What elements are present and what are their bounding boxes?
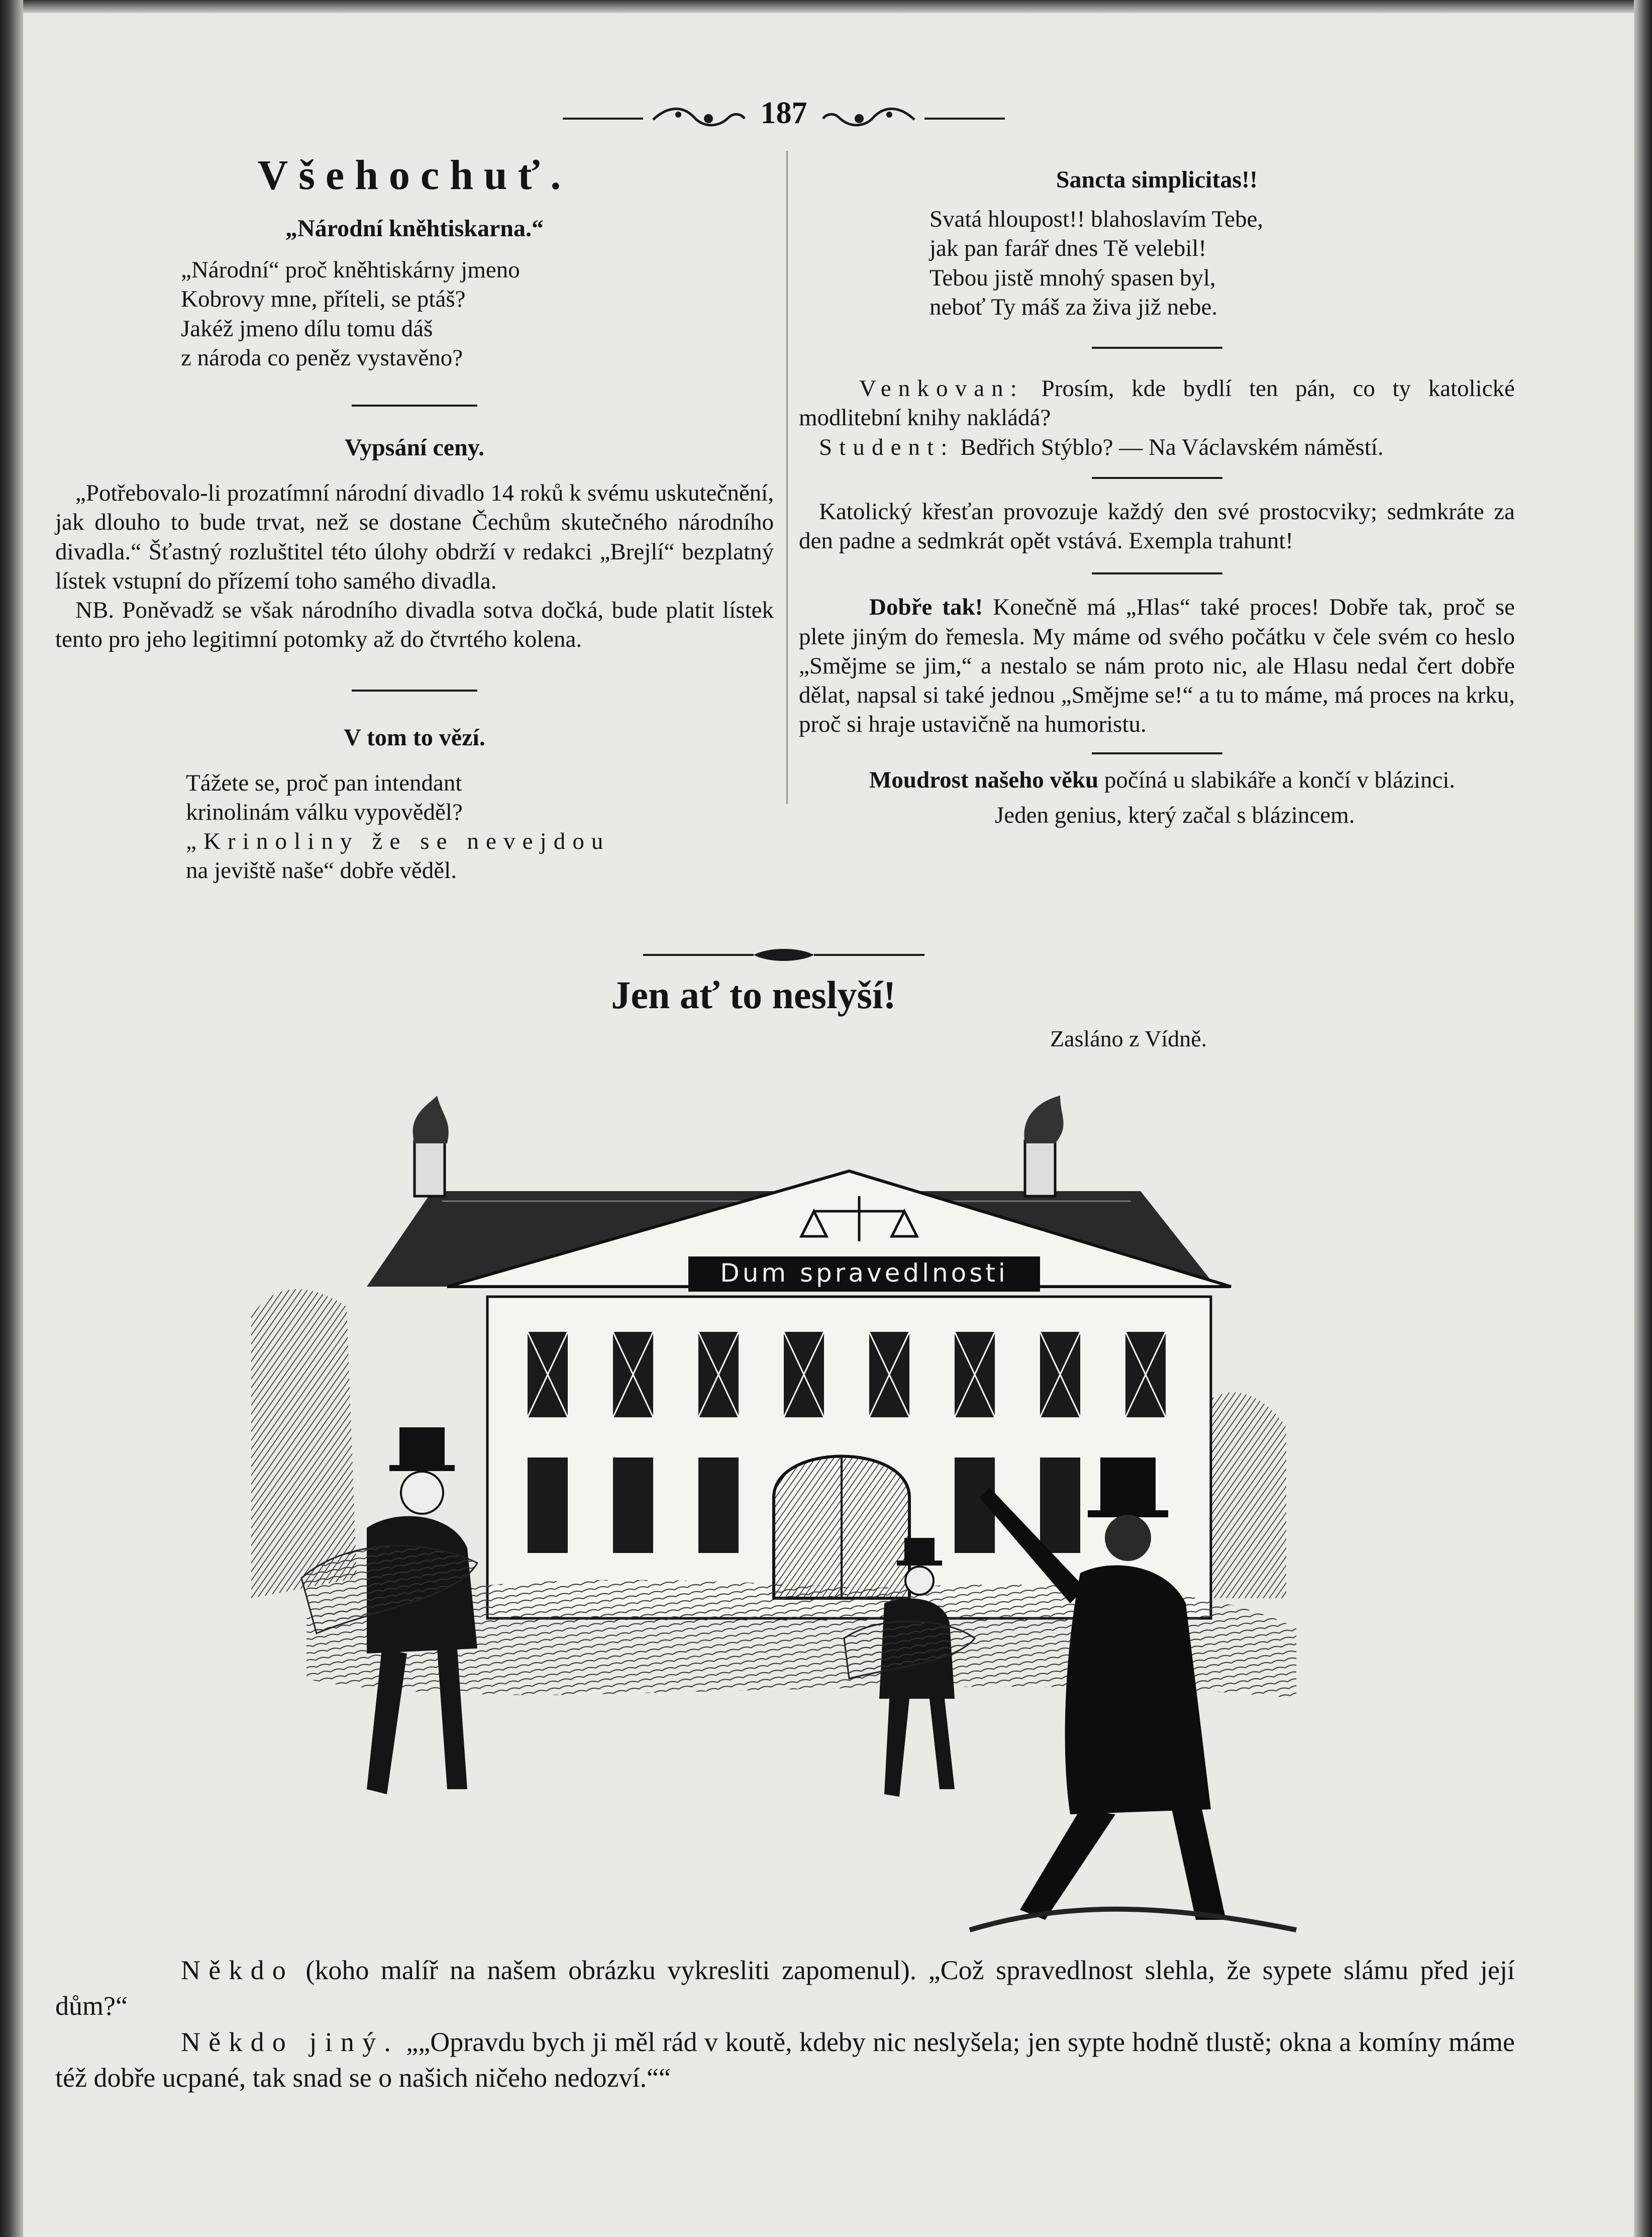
poem-line: krinolinám válku vypověděl? xyxy=(186,799,463,825)
poem-narodni xyxy=(181,255,774,372)
caption-text-1: (koho malíř na našem obrázku vykresliti zapomenul). „Což spravedlnost slehla, že sypete slámu před její dům?“ xyxy=(55,1955,1515,2021)
dialogue-text: Bedřich Stýblo? — Na Václavském náměstí. xyxy=(960,434,1384,460)
speaker-venkovan: Venkovan: xyxy=(859,375,1024,402)
poem-sancta xyxy=(930,205,1515,322)
paragraph-moudrost xyxy=(799,765,1515,795)
heading-narodni: „Národní kněhtiskarna.“ xyxy=(285,215,544,242)
scan-edge-left xyxy=(0,0,23,2237)
dobre-tak-text: Konečně má „Hlas“ také proces! Dobře tak, proč se plete jiným do řemesla. My máme od svého počátku v čele svém co heslo „Smějme se jim,“ a nestalo se nám proto nic, ale Hlasu nedal čert dobře dělat, napsal si také jednou „Smějme se!“ a tu to máme, má proces na krku, proč si hraje ustavičně na humoristu. xyxy=(799,594,1515,738)
paragraph-dobre-tak xyxy=(799,593,1515,739)
header-ornament-left xyxy=(648,103,749,133)
poem-line: Svatá hloupost!! blahoslavím Tebe, xyxy=(930,206,1264,232)
moudrost-text: počíná u slabikáře a končí v blázinci. xyxy=(1104,766,1456,793)
paragraph-nb: NB. Poněvadž se však národního divadla sotva dočká, bude platit lístek tento pro jeho legitimní potomky až do čtvrtého kolena. xyxy=(55,597,774,653)
poem-line: jak pan farář dnes Tě velebil! xyxy=(930,235,1207,262)
poem-line: z národa co peněz vystavěno? xyxy=(181,344,463,371)
dialogue-student xyxy=(799,433,1515,462)
lead-moudrost: Moudrost našeho věku xyxy=(869,766,1099,793)
left-column xyxy=(55,151,774,886)
poem-line: „Krinoliny že se nevejdou xyxy=(186,828,610,855)
dialogue-text: Prosím, kde bydlí ten pán, co ty katolické modlitební knihy nakládá? xyxy=(799,375,1515,431)
section-rule xyxy=(1092,347,1222,349)
section-rule xyxy=(1092,477,1222,479)
straw-in-chimney xyxy=(413,1096,449,1143)
header-rule-right xyxy=(924,118,1005,120)
signature: Jeden genius, který začal s blázincem. xyxy=(995,802,1355,828)
poem-v-tom xyxy=(186,768,774,886)
chimney-right xyxy=(1025,1141,1055,1196)
cartoon-illustration xyxy=(216,1096,1347,1940)
lead-dobre-tak: Dobře tak! xyxy=(869,594,983,621)
section-rule xyxy=(1092,752,1222,754)
section-title: Všehochuť. xyxy=(257,152,572,199)
straw-in-chimney xyxy=(1024,1096,1063,1143)
column-divider xyxy=(786,151,788,804)
speaker-student: Student: xyxy=(819,434,955,460)
caption-line-2 xyxy=(55,2024,1515,2096)
scan-edge-top xyxy=(0,0,1652,13)
section-rule xyxy=(352,690,477,692)
cartoon-caption xyxy=(55,1953,1515,2096)
section-rule xyxy=(352,405,477,407)
chimney-left xyxy=(415,1141,445,1196)
hedge-right xyxy=(1201,1392,1286,1598)
paragraph-katolicky: Katolický křesťan provozuje každý den své prostocviky; sedmkráte za den padne a sedmkrát opět vstává. Exempla trahunt! xyxy=(799,498,1515,554)
section-rule xyxy=(1092,572,1222,574)
cartoon-sender: Zasláno z Vídně. xyxy=(1050,1026,1207,1051)
right-column xyxy=(799,166,1515,830)
heading-vypsani: Vypsání ceny. xyxy=(344,434,485,461)
page-number: 187 xyxy=(760,96,807,130)
poem-line: Jakéž jmeno dílu tomu dáš xyxy=(181,315,433,342)
poem-line: Kobrovy mne, příteli, se ptáš? xyxy=(181,286,466,313)
scan-edge-right xyxy=(1634,0,1652,2237)
caption-speaker-1: Někdo xyxy=(181,1955,294,1985)
caption-text-2: „„Opravdu bych ji měl rád v koutě, kdeby nic neslyšela; jen sypte hodně tlustě; okna a komíny máme též dobře ucpané, tak snad se o našich ničeho nedozví.““ xyxy=(55,2026,1515,2093)
poem-line: neboť Ty máš za živa již nebe. xyxy=(930,294,1218,320)
hedge-left xyxy=(251,1289,357,1598)
cartoon-title: Jen ať to neslyší! xyxy=(611,973,896,1017)
caption-speaker-2: Někdo jiný. xyxy=(181,2026,399,2057)
paragraph-vypsani: „Potřebovalo-li prozatímní národní divadlo 14 roků k svému uskutečnění, jak dlouho to bude trvat, než se dostane Čechům skutečného národního divadla.“ Šťastný rozluštitel této úlohy obdrží v redakci „Brejlí“ bezplatný lístek vstupní do přízemí toho samého divadla. xyxy=(55,480,774,594)
dialogue-venkovan xyxy=(799,374,1515,433)
poem-line: na jeviště naše“ dobře věděl. xyxy=(186,857,457,884)
poem-line: „Národní“ proč kněhtiskárny jmeno xyxy=(181,257,520,283)
header-ornament-right xyxy=(819,103,919,133)
page-header xyxy=(563,95,1005,136)
caption-line-1 xyxy=(55,1953,1515,2024)
header-rule-left xyxy=(563,118,643,120)
heading-sancta: Sancta simplicitas!! xyxy=(1056,166,1258,193)
building-sign-text: Dum spravedlnosti xyxy=(720,1258,1008,1288)
poem-line: Tážete se, proč pan intendant xyxy=(186,769,462,796)
heading-v-tom: V tom to vězí. xyxy=(344,724,485,751)
poem-line: Tebou jistě mnohý spasen byl, xyxy=(930,264,1216,291)
ornamental-rule xyxy=(643,945,924,965)
